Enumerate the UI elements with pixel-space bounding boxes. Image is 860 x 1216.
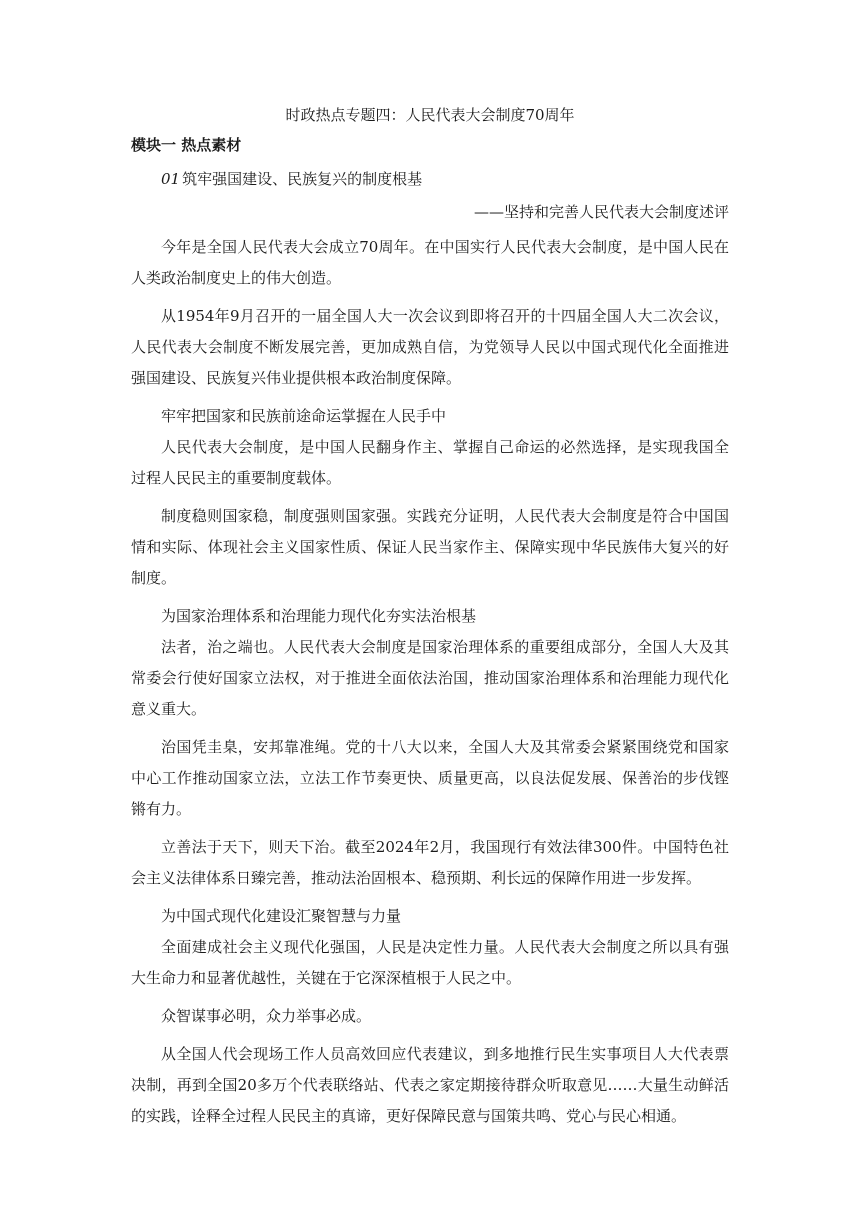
document-title: 时政热点专题四：人民代表大会制度70周年 bbox=[285, 106, 575, 124]
section-heading: 为中国式现代化建设汇聚智慧与力量 bbox=[161, 907, 402, 925]
paragraph: 从全国人代会现场工作人员高效回应代表建议，到多地推行民生实事项目人大代表票决制，再到全国20多万个代表联络站、代表之家定期接待群众听取意见……大量生动鲜活的实践，诠释全过程人民民主的真谛，更好保障民意与国策共鸣、党心与民心相通。 bbox=[131, 1045, 729, 1125]
paragraph: 治国凭圭臬，安邦靠准绳。党的十八大以来，全国人大及其常委会紧紧围绕党和国家中心工作推动国家立法，立法工作节奏更快、质量更高，以良法促发展、保善治的步伐铿锵有力。 bbox=[131, 738, 729, 818]
article-heading bbox=[161, 168, 422, 190]
paragraph: 从1954年9月召开的一届全国人大一次会议到即将召开的十四届全国人大二次会议，人民代表大会制度不断发展完善，更加成熟自信，为党领导人民以中国式现代化全面推进强国建设、民族复兴伟业提供根本政治制度保障。 bbox=[131, 307, 729, 387]
section-heading: 为国家治理体系和治理能力现代化夯实法治根基 bbox=[161, 607, 477, 625]
article-title: 筑牢强国建设、民族复兴的制度根基 bbox=[182, 170, 423, 188]
article-byline: ——坚持和完善人民代表大会制度述评 bbox=[473, 203, 729, 221]
article-body bbox=[131, 232, 729, 1139]
article-number: 01 bbox=[161, 170, 181, 188]
paragraph: 法者，治之端也。人民代表大会制度是国家治理体系的重要组成部分，全国人大及其常委会行使好国家立法权，对于推进全面依法治国，推动国家治理体系和治理能力现代化意义重大。 bbox=[131, 638, 729, 718]
paragraph: 人民代表大会制度，是中国人民翻身作主、掌握自己命运的必然选择，是实现我国全过程人民民主的重要制度载体。 bbox=[131, 438, 729, 487]
paragraph: 众智谋事必明，众力举事必成。 bbox=[161, 1007, 372, 1025]
paragraph: 全面建成社会主义现代化强国，人民是决定性力量。人民代表大会制度之所以具有强大生命力和显著优越性，关键在于它深深植根于人民之中。 bbox=[131, 938, 729, 987]
section-heading: 牢牢把国家和民族前途命运掌握在人民手中 bbox=[161, 407, 447, 425]
paragraph: 制度稳则国家稳，制度强则国家强。实践充分证明，人民代表大会制度是符合中国国情和实际、体现社会主义国家性质、保证人民当家作主、保障实现中华民族伟大复兴的好制度。 bbox=[131, 507, 729, 587]
paragraph: 立善法于天下，则天下治。截至2024年2月，我国现行有效法律300件。中国特色社会主义法律体系日臻完善，推动法治固根本、稳预期、利长远的保障作用进一步发挥。 bbox=[131, 838, 729, 887]
module-heading: 模块一 热点素材 bbox=[131, 136, 242, 154]
paragraph: 今年是全国人民代表大会成立70周年。在中国实行人民代表大会制度，是中国人民在人类政治制度史上的伟大创造。 bbox=[131, 238, 729, 287]
